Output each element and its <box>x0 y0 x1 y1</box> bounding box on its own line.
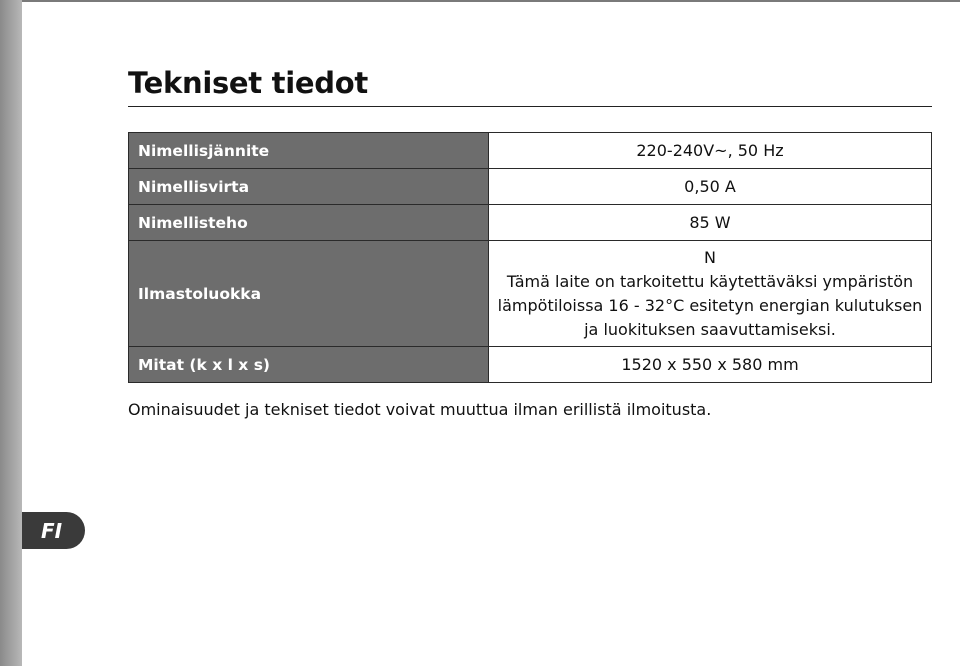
spec-value-dimensions: 1520 x 550 x 580 mm <box>489 347 932 383</box>
climate-class-line: ja luokituksen saavuttamiseksi. <box>584 319 836 339</box>
table-row <box>129 169 932 205</box>
table-row <box>129 133 932 169</box>
climate-class-line: N <box>704 247 716 267</box>
table-row <box>129 205 932 241</box>
spec-value-rated-current: 0,50 A <box>489 169 932 205</box>
disclaimer-note: Ominaisuudet ja tekniset tiedot voivat muuttua ilman erillistä ilmoitusta. <box>128 400 712 419</box>
spec-label-climate-class: Ilmastoluokka <box>129 241 489 347</box>
climate-class-line: lämpötiloissa 16 - 32°C esitetyn energian kulutuksen <box>497 295 923 315</box>
table-row <box>129 241 932 347</box>
specifications-table <box>128 132 932 383</box>
spec-value-rated-voltage: 220-240V~, 50 Hz <box>489 133 932 169</box>
language-tab-label: FI <box>40 518 63 543</box>
language-tab <box>22 512 85 549</box>
table-row <box>129 347 932 383</box>
spec-label-rated-voltage: Nimellisjännite <box>129 133 489 169</box>
spec-value-rated-power: 85 W <box>489 205 932 241</box>
climate-class-line: Tämä laite on tarkoitettu käytettäväksi ympäristön <box>506 271 914 291</box>
page-edge-bar <box>0 0 22 666</box>
top-border <box>22 0 960 2</box>
spec-label-rated-power: Nimellisteho <box>129 205 489 241</box>
spec-value-climate-class <box>489 241 932 347</box>
spec-label-rated-current: Nimellisvirta <box>129 169 489 205</box>
title-divider <box>128 106 932 107</box>
spec-label-dimensions: Mitat (k x l x s) <box>129 347 489 383</box>
page-title: Tekniset tiedot <box>128 66 368 100</box>
